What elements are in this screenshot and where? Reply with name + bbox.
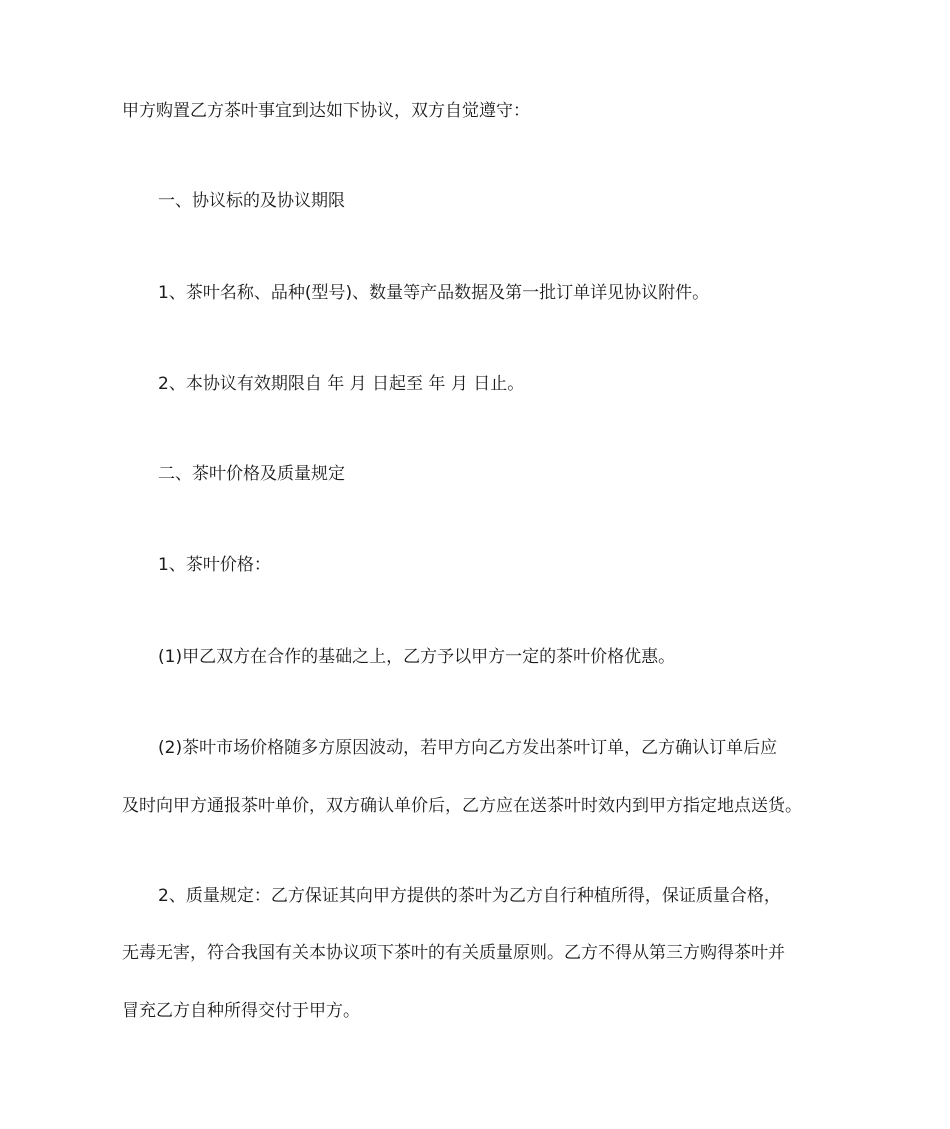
section-2-heading: 二、茶叶价格及质量规定 (158, 464, 345, 484)
price-clause-2-line-2: 及时向甲方通报茶叶单价，双方确认单价后，乙方应在送茶叶时效内到甲方指定地点送货。 (122, 796, 802, 816)
quality-clause-line-3: 冒充乙方自种所得交付于甲方。 (122, 1001, 360, 1021)
quality-clause-line-2: 无毒无害，符合我国有关本协议项下茶叶的有关质量原则。乙方不得从第三方购得茶叶并 (122, 943, 785, 963)
quality-clause-line-1: 2、质量规定：乙方保证其向甲方提供的茶叶为乙方自行种植所得，保证质量合格， (158, 886, 781, 906)
section-1-item-1: 1、茶叶名称、品种(型号)、数量等产品数据及第一批订单详见协议附件。 (158, 283, 710, 303)
section-2-item-1: 1、茶叶价格： (158, 555, 271, 575)
intro-paragraph: 甲方购置乙方茶叶事宜到达如下协议，双方自觉遵守： (122, 101, 530, 121)
price-clause-2-line-1: (2)茶叶市场价格随多方原因波动，若甲方向乙方发出茶叶订单，乙方确认订单后应 (158, 738, 778, 758)
price-clause-1: (1)甲乙双方在合作的基础之上，乙方予以甲方一定的茶叶价格优惠。 (158, 647, 676, 667)
section-1-item-2: 2、本协议有效期限自 年 月 日起至 年 月 日止。 (158, 374, 525, 394)
section-1-heading: 一、协议标的及协议期限 (158, 191, 345, 211)
